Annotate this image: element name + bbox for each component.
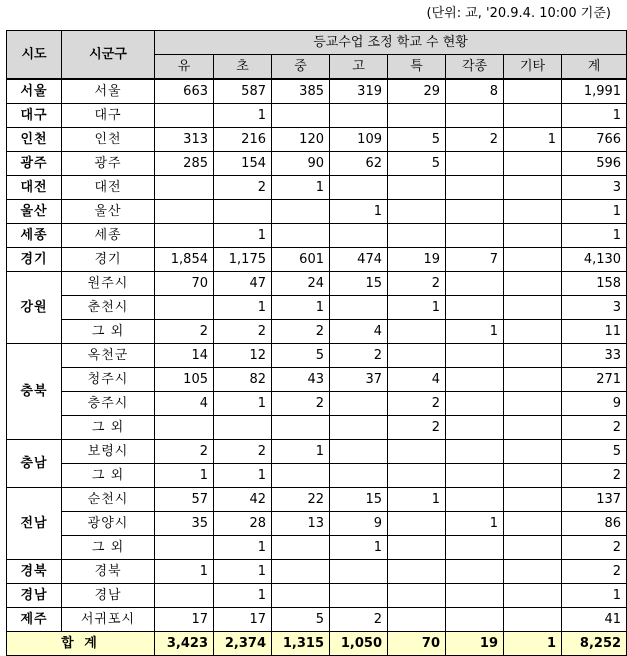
- value-cell: [330, 176, 388, 200]
- column-header: 특: [388, 55, 446, 80]
- district-cell: 그 외: [62, 320, 155, 344]
- value-cell: [330, 464, 388, 488]
- value-cell: 22: [272, 488, 330, 512]
- total-label: 합 계: [7, 632, 155, 656]
- value-cell: [155, 536, 214, 560]
- table-row: [7, 392, 627, 416]
- value-cell: [504, 368, 562, 392]
- value-cell: [446, 200, 504, 224]
- value-cell: [272, 104, 330, 128]
- value-cell: [155, 584, 214, 608]
- value-cell: 4: [155, 392, 214, 416]
- value-cell: 109: [330, 128, 388, 152]
- table-row: [7, 416, 627, 440]
- value-cell: 15: [330, 488, 388, 512]
- value-cell: 2: [388, 392, 446, 416]
- district-cell: 그 외: [62, 464, 155, 488]
- value-cell: [504, 224, 562, 248]
- value-cell: 2: [562, 560, 627, 584]
- district-cell: 경북: [62, 560, 155, 584]
- value-cell: 2: [446, 128, 504, 152]
- district-cell: 대전: [62, 176, 155, 200]
- total-cell: 2,374: [214, 632, 272, 656]
- district-cell: 세종: [62, 224, 155, 248]
- district-cell: 순천시: [62, 488, 155, 512]
- group-header: 등교수업 조정 학교 수 현황: [155, 31, 627, 55]
- value-cell: 1,854: [155, 248, 214, 272]
- district-cell: 광주: [62, 152, 155, 176]
- table-row: [7, 104, 627, 128]
- value-cell: [446, 152, 504, 176]
- column-header: 계: [562, 55, 627, 80]
- value-cell: 5: [272, 344, 330, 368]
- table-row: [7, 79, 627, 104]
- value-cell: 1: [214, 392, 272, 416]
- district-cell: 충주시: [62, 392, 155, 416]
- value-cell: [504, 320, 562, 344]
- value-cell: 154: [214, 152, 272, 176]
- value-cell: 3: [562, 296, 627, 320]
- table-row: [7, 536, 627, 560]
- school-status-table: [6, 30, 627, 656]
- value-cell: [388, 440, 446, 464]
- value-cell: 2: [562, 416, 627, 440]
- value-cell: 12: [214, 344, 272, 368]
- value-cell: 29: [388, 79, 446, 104]
- value-cell: 2: [388, 272, 446, 296]
- value-cell: [504, 536, 562, 560]
- table-row: [7, 152, 627, 176]
- value-cell: 1: [562, 584, 627, 608]
- province-cell: 강원: [7, 272, 62, 344]
- value-cell: [504, 464, 562, 488]
- value-cell: 1: [446, 512, 504, 536]
- value-cell: 5: [388, 152, 446, 176]
- value-cell: [388, 512, 446, 536]
- value-cell: [504, 344, 562, 368]
- value-cell: 2: [155, 440, 214, 464]
- value-cell: [504, 488, 562, 512]
- value-cell: 271: [562, 368, 627, 392]
- value-cell: 24: [272, 272, 330, 296]
- value-cell: [155, 416, 214, 440]
- value-cell: [155, 224, 214, 248]
- table-row: [7, 248, 627, 272]
- value-cell: 2: [214, 320, 272, 344]
- value-cell: 2: [388, 416, 446, 440]
- value-cell: 1: [562, 224, 627, 248]
- district-cell: 인천: [62, 128, 155, 152]
- district-cell: 그 외: [62, 416, 155, 440]
- value-cell: [504, 440, 562, 464]
- district-cell: 경남: [62, 584, 155, 608]
- value-cell: 9: [562, 392, 627, 416]
- value-cell: 5: [272, 608, 330, 632]
- value-cell: [446, 440, 504, 464]
- province-cell: 대구: [7, 104, 62, 128]
- value-cell: [446, 536, 504, 560]
- district-header: 시군구: [62, 31, 155, 80]
- value-cell: [504, 200, 562, 224]
- value-cell: [446, 608, 504, 632]
- value-cell: 5: [388, 128, 446, 152]
- value-cell: [330, 560, 388, 584]
- value-cell: [388, 104, 446, 128]
- value-cell: 1: [155, 560, 214, 584]
- value-cell: [155, 176, 214, 200]
- value-cell: [214, 416, 272, 440]
- value-cell: [504, 584, 562, 608]
- value-cell: 1: [272, 440, 330, 464]
- value-cell: 1: [272, 296, 330, 320]
- value-cell: 90: [272, 152, 330, 176]
- value-cell: 3: [562, 176, 627, 200]
- value-cell: 2: [272, 392, 330, 416]
- value-cell: 1: [504, 128, 562, 152]
- district-cell: 청주시: [62, 368, 155, 392]
- province-cell: 울산: [7, 200, 62, 224]
- value-cell: [504, 176, 562, 200]
- district-cell: 대구: [62, 104, 155, 128]
- value-cell: 2: [562, 536, 627, 560]
- value-cell: 14: [155, 344, 214, 368]
- district-cell: 경기: [62, 248, 155, 272]
- value-cell: [330, 440, 388, 464]
- value-cell: 1,175: [214, 248, 272, 272]
- value-cell: [330, 416, 388, 440]
- value-cell: 1: [446, 320, 504, 344]
- value-cell: [504, 104, 562, 128]
- value-cell: 70: [155, 272, 214, 296]
- value-cell: 1: [330, 200, 388, 224]
- value-cell: 8: [446, 79, 504, 104]
- value-cell: [388, 200, 446, 224]
- value-cell: [388, 176, 446, 200]
- value-cell: [155, 200, 214, 224]
- value-cell: 1: [214, 584, 272, 608]
- value-cell: 5: [562, 440, 627, 464]
- province-cell: 제주: [7, 608, 62, 632]
- table-row: [7, 344, 627, 368]
- value-cell: [272, 536, 330, 560]
- value-cell: [388, 584, 446, 608]
- value-cell: 43: [272, 368, 330, 392]
- value-cell: 2: [214, 440, 272, 464]
- district-cell: 옥천군: [62, 344, 155, 368]
- value-cell: [388, 224, 446, 248]
- value-cell: 1: [214, 464, 272, 488]
- value-cell: 1: [214, 224, 272, 248]
- value-cell: [272, 584, 330, 608]
- value-cell: 4: [388, 368, 446, 392]
- value-cell: [446, 368, 504, 392]
- value-cell: [504, 560, 562, 584]
- value-cell: 596: [562, 152, 627, 176]
- district-cell: 그 외: [62, 536, 155, 560]
- value-cell: 1: [330, 536, 388, 560]
- table-row: [7, 368, 627, 392]
- value-cell: 86: [562, 512, 627, 536]
- province-cell: 인천: [7, 128, 62, 152]
- value-cell: [446, 488, 504, 512]
- value-cell: 4: [330, 320, 388, 344]
- value-cell: 19: [388, 248, 446, 272]
- district-cell: 서귀포시: [62, 608, 155, 632]
- value-cell: 7: [446, 248, 504, 272]
- total-cell: 1,315: [272, 632, 330, 656]
- value-cell: 17: [214, 608, 272, 632]
- value-cell: 11: [562, 320, 627, 344]
- value-cell: 13: [272, 512, 330, 536]
- table-row: [7, 224, 627, 248]
- value-cell: 663: [155, 79, 214, 104]
- table-row: [7, 512, 627, 536]
- value-cell: 158: [562, 272, 627, 296]
- value-cell: 319: [330, 79, 388, 104]
- value-cell: 4,130: [562, 248, 627, 272]
- value-cell: 2: [562, 464, 627, 488]
- province-header: 시도: [7, 31, 62, 80]
- value-cell: 1: [562, 200, 627, 224]
- value-cell: [446, 272, 504, 296]
- value-cell: [504, 512, 562, 536]
- value-cell: 385: [272, 79, 330, 104]
- value-cell: [388, 560, 446, 584]
- district-cell: 보령시: [62, 440, 155, 464]
- district-cell: 광양시: [62, 512, 155, 536]
- value-cell: [446, 392, 504, 416]
- value-cell: 1: [272, 176, 330, 200]
- value-cell: [388, 536, 446, 560]
- table-row: [7, 464, 627, 488]
- value-cell: 285: [155, 152, 214, 176]
- value-cell: [446, 584, 504, 608]
- value-cell: [446, 296, 504, 320]
- value-cell: [330, 584, 388, 608]
- value-cell: [446, 344, 504, 368]
- value-cell: [214, 200, 272, 224]
- column-header: 기타: [504, 55, 562, 80]
- unit-note: (단위: 교, '20.9.4. 10:00 기준): [426, 6, 611, 21]
- value-cell: 17: [155, 608, 214, 632]
- value-cell: [446, 224, 504, 248]
- value-cell: 120: [272, 128, 330, 152]
- table-row: [7, 488, 627, 512]
- province-cell: 경북: [7, 560, 62, 584]
- value-cell: [504, 152, 562, 176]
- value-cell: 1: [388, 488, 446, 512]
- value-cell: 216: [214, 128, 272, 152]
- province-cell: 경남: [7, 584, 62, 608]
- total-cell: 70: [388, 632, 446, 656]
- province-cell: 세종: [7, 224, 62, 248]
- province-cell: 대전: [7, 176, 62, 200]
- value-cell: 1: [562, 104, 627, 128]
- value-cell: [272, 464, 330, 488]
- value-cell: 1: [388, 296, 446, 320]
- value-cell: [446, 176, 504, 200]
- value-cell: 42: [214, 488, 272, 512]
- district-cell: 울산: [62, 200, 155, 224]
- value-cell: [272, 224, 330, 248]
- total-cell: 19: [446, 632, 504, 656]
- total-cell: 8,252: [562, 632, 627, 656]
- value-cell: [504, 248, 562, 272]
- total-cell: 3,423: [155, 632, 214, 656]
- total-row: [7, 632, 627, 656]
- value-cell: 137: [562, 488, 627, 512]
- value-cell: 28: [214, 512, 272, 536]
- value-cell: [388, 608, 446, 632]
- value-cell: 1: [155, 464, 214, 488]
- value-cell: [446, 560, 504, 584]
- value-cell: 82: [214, 368, 272, 392]
- value-cell: 62: [330, 152, 388, 176]
- value-cell: [330, 392, 388, 416]
- value-cell: [446, 464, 504, 488]
- value-cell: [330, 296, 388, 320]
- value-cell: 1,991: [562, 79, 627, 104]
- province-cell: 충남: [7, 440, 62, 488]
- value-cell: 601: [272, 248, 330, 272]
- total-cell: 1: [504, 632, 562, 656]
- table-row: [7, 584, 627, 608]
- table-row: [7, 608, 627, 632]
- value-cell: [272, 200, 330, 224]
- value-cell: 57: [155, 488, 214, 512]
- table-row: [7, 272, 627, 296]
- province-cell: 전남: [7, 488, 62, 560]
- value-cell: 105: [155, 368, 214, 392]
- table-row: [7, 560, 627, 584]
- value-cell: 33: [562, 344, 627, 368]
- value-cell: 1: [214, 104, 272, 128]
- column-header: 초: [214, 55, 272, 80]
- value-cell: 2: [214, 176, 272, 200]
- value-cell: 587: [214, 79, 272, 104]
- value-cell: 37: [330, 368, 388, 392]
- district-cell: 춘천시: [62, 296, 155, 320]
- value-cell: [504, 296, 562, 320]
- value-cell: [155, 104, 214, 128]
- value-cell: [388, 344, 446, 368]
- value-cell: 1: [214, 536, 272, 560]
- table-row: [7, 320, 627, 344]
- table-row: [7, 440, 627, 464]
- province-cell: 충북: [7, 344, 62, 440]
- value-cell: 313: [155, 128, 214, 152]
- value-cell: 2: [330, 344, 388, 368]
- province-cell: 경기: [7, 248, 62, 272]
- column-header: 고: [330, 55, 388, 80]
- value-cell: 9: [330, 512, 388, 536]
- province-cell: 서울: [7, 79, 62, 104]
- value-cell: 41: [562, 608, 627, 632]
- column-header: 중: [272, 55, 330, 80]
- value-cell: [446, 104, 504, 128]
- value-cell: [388, 320, 446, 344]
- value-cell: [504, 392, 562, 416]
- column-header: 유: [155, 55, 214, 80]
- value-cell: [446, 416, 504, 440]
- province-cell: 광주: [7, 152, 62, 176]
- table-row: [7, 296, 627, 320]
- table-body: [7, 79, 627, 632]
- value-cell: 15: [330, 272, 388, 296]
- value-cell: 766: [562, 128, 627, 152]
- value-cell: 1: [214, 560, 272, 584]
- value-cell: 2: [330, 608, 388, 632]
- value-cell: [155, 296, 214, 320]
- value-cell: [504, 272, 562, 296]
- value-cell: [330, 104, 388, 128]
- district-cell: 원주시: [62, 272, 155, 296]
- value-cell: 2: [155, 320, 214, 344]
- value-cell: [272, 560, 330, 584]
- value-cell: 2: [272, 320, 330, 344]
- table-row: [7, 128, 627, 152]
- value-cell: 47: [214, 272, 272, 296]
- value-cell: 1: [214, 296, 272, 320]
- value-cell: [272, 416, 330, 440]
- value-cell: [330, 224, 388, 248]
- total-cell: 1,050: [330, 632, 388, 656]
- table-row: [7, 176, 627, 200]
- value-cell: 474: [330, 248, 388, 272]
- value-cell: [504, 416, 562, 440]
- column-header: 각종: [446, 55, 504, 80]
- table-row: [7, 200, 627, 224]
- value-cell: [504, 608, 562, 632]
- district-cell: 서울: [62, 79, 155, 104]
- value-cell: [388, 464, 446, 488]
- value-cell: 35: [155, 512, 214, 536]
- value-cell: [504, 79, 562, 104]
